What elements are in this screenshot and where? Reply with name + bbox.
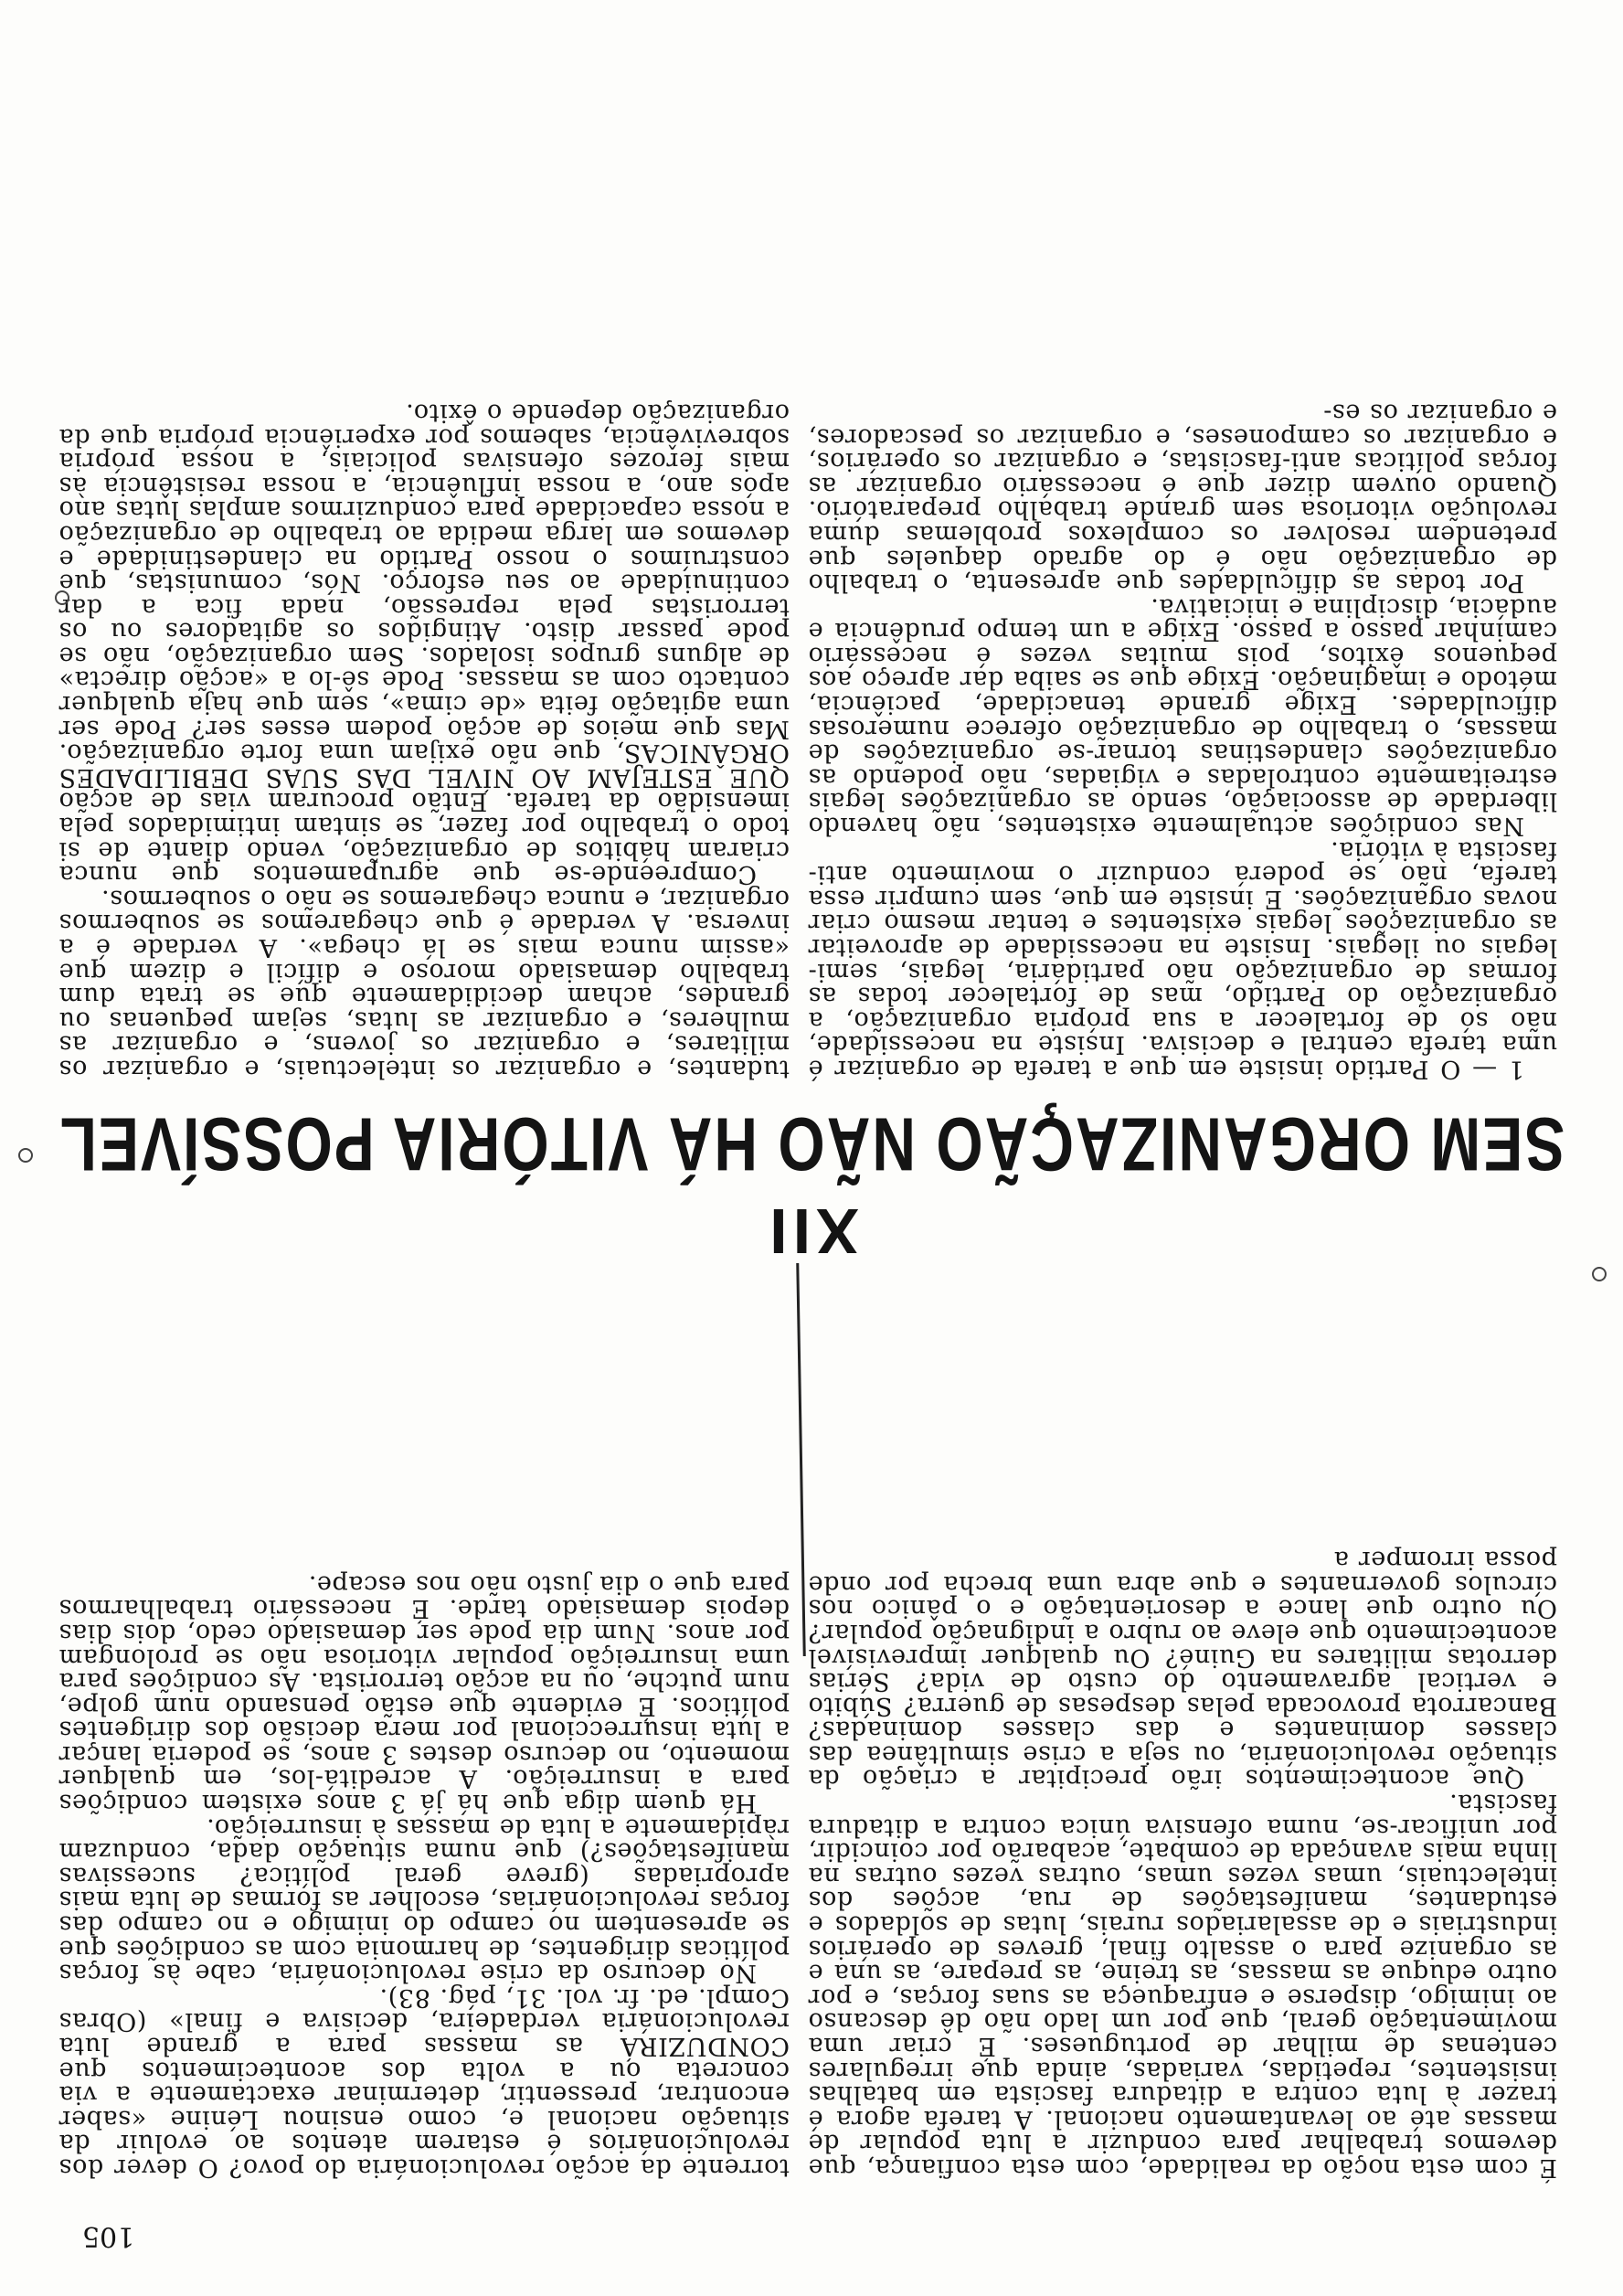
paragraph: Há quem diga que há já 3 anos existem condições para a insurreição. A acreditá-los, em qualquer momento, no decurso destes 3 anos, se poderia lançar a luta insurreccional por mera decisão dos dirigentes políticos. É evidente que estão pensando num golpe, num putche, ou na acção terrorista. As condições para uma insurreição popular vitoriosa não se prolongam por anos. Num dia pode ser demasiado cedo, dois dias depois demasiado tarde. É necessário trabalharmos para que o dia justo não nos escape.: [58, 1569, 790, 1818]
paragraph: Por todas as dificuldades que apresenta, o trabalho de organização não é do agrado daqueles que pretendem resolver os complexos problemas duma revolução vitoriosa sem grande trabalho preparatório. Quando ouvem dizer que é necessário organizar as forças políticas anti-fascistas, e organizar os operários, e organizar os camponeses, e organizar os pescadores, e organizar os es-: [808, 398, 1557, 598]
text-column-top-right: [58, 1569, 790, 2182]
text-column-top-left: [808, 1546, 1557, 2182]
punch-hole-mark: [18, 1148, 33, 1163]
handwritten-margin-line: [796, 1263, 806, 1656]
punch-hole-mark: [1592, 1267, 1607, 1281]
chapter-number: XII: [764, 1196, 859, 1267]
paragraph: Compreende-se que agrupamentos que nunca criaram hábitos de organização, vendo diante de si todo o trabalho por fazer, se sintam intimidados pela imensidão da tarefa. Então procuram vias de acção QUE ESTEJAM AO NÍVEL DAS SUAS DEBILIDADES ORGÂNICAS, que não exijam uma forte organização. Mas que meios de acção podem esses ser? Pode ser uma agitação feita «de cima», sem que haja qualquer contacto com as massas. Pode sê-lo a «acção directa» de alguns grupos isolados. Sem organização, não se pode passar disto. Atingidos os agitadores ou os terroristas pela repressão, nada fica a dar continuidade ao seu esforço. Nós, comunistas, que construímos o nosso Partido na clandestinidade e devemos em larga medida ao trabalho de organização a nossa capacidade para conduzirmos amplas lutas ano após ano, a nossa influência, a nossa resistência às mais ferozes ofensivas policiais, a nossa própria sobrevivência, sabemos por experiência própria que da organização depende o êxito.: [58, 398, 790, 889]
page-number: 105: [82, 2220, 135, 2252]
paragraph: torrente da acção revolucionária do povo? O dever dos revolucionários é estarem atentos ao evoluir da situação nacional e, como ensinou Lénine «saber encontrar, pressentir, determinar exactamente a via concreta ou a volta dos acontecimentos que CONDUZIRÁ as massas para a grande luta revolucionária verdadeira, decisiva e final» (Obras Compl. ed. fr. vol. 31, pág. 83).: [58, 1982, 790, 2182]
paragraph: É com esta noção da realidade, com esta confiança, que devemos trabalhar para conduzir a luta popular de massas até ao levantamento nacional. A tarefa agora é trazer à luta contra a ditadura fascista em batalhas insistentes, repetidas, variadas, ainda que irregulares centenas de milhar de portugueses. É criar uma movimentação geral, que por um lado não dê descanso ao inimigo, disperse e enfraqueça as suas forças, e por outro eduque as massas, as treine, as prepare, as una e as organize para o assalto final, greves de operários industriais e de assalariados rurais, lutas de soldados e estudantes, manifestações de rua, acções dos intelectuais, umas vezes umas, outras vezes outras na linha mais avançada de combate, acabarão por coincidir, por unificar-se, numa ofensiva única contra a ditadura fascista.: [808, 1789, 1557, 2182]
punch-hole-mark: [55, 590, 69, 605]
chapter-title: SEM ORGANIZAÇÃO NÃO HÁ VITÓRIA POSSÍVEL: [58, 1101, 1565, 1187]
paragraph: No decurso da crise revolucionária, cabe às forças políticas dirigentes, de harmonia com as condições que se apresentem no campo do inimigo e no campo das forças revolucionárias, escolher as formas de luta mais apropriadas (greve geral política? sucessivas manifestações?) que numa situação dada, conduzam ràpidamente a luta de massas à insurreição.: [58, 1812, 790, 1988]
text-column-bottom-left: [808, 398, 1557, 1083]
paragraph: tudantes, e organizar os intelectuais, e organizar os militares, e organizar os jovens, e organizar as mulheres, e organizar as lutas, sejam pequenas ou grandes, acham decididamente que se trata dum trabalho demasiado moroso e difícil e dizem que «assim nunca mais se lá chega». A verdade é a inversa. A verdade é que chegaremos se soubermos organizar, e nunca chegaremos se não o soubermos.: [58, 884, 790, 1083]
paragraph: 1 — O Partido insiste em que a tarefa de organizar é uma tarefa central e decisiva. Insiste na necessidade, não só de fortalecer a sua própria organização, a organização do Partido, mas de fortalecer todas as formas de organização não partidária, legais, semi-legais ou ilegais. Insiste na necessidade de aproveitar as organizações legais existentes e tentar mesmo criar novas organizações. E insiste em que, sem cumprir essa tarefa, não se poderá conduzir o movimento anti-fascista à vitória.: [808, 835, 1557, 1083]
paragraph: Que acontecimentos irão precipitar a criação da situação revolucionária, ou seja a crise simultânea das classes dominantes e das classes dominadas? Bancarrota provocada pelas despesas de guerra? Súbito e vertical agravamento do custo de vida? Sérias derrotas militares na Guiné? Ou qualquer imprevisível acontecimento que eleve ao rubro a indignação popular? Ou outro que lance a desorientação e o pânico nos círculos governantes e que abra uma brecha por onde possa irromper a: [808, 1546, 1557, 1793]
paragraph: Nas condições actualmente existentes, não havendo liberdade de associação, sendo as organizações legais estreitamente controladas e vigiadas, não podendo as organizações clandestinas tornar-se organizações de massas, o trabalho de organização oferece numerosas dificuldades. Exige grande tenacidade, paciência, método e imaginação. Exige que se saiba dar apreço aos pequenos êxitos, pois muitas vezes é necessário caminhar passo a passo. Exige a um tempo prudência e audácia, disciplina e iniciativa.: [808, 592, 1557, 841]
text-column-bottom-right: [58, 398, 790, 1083]
